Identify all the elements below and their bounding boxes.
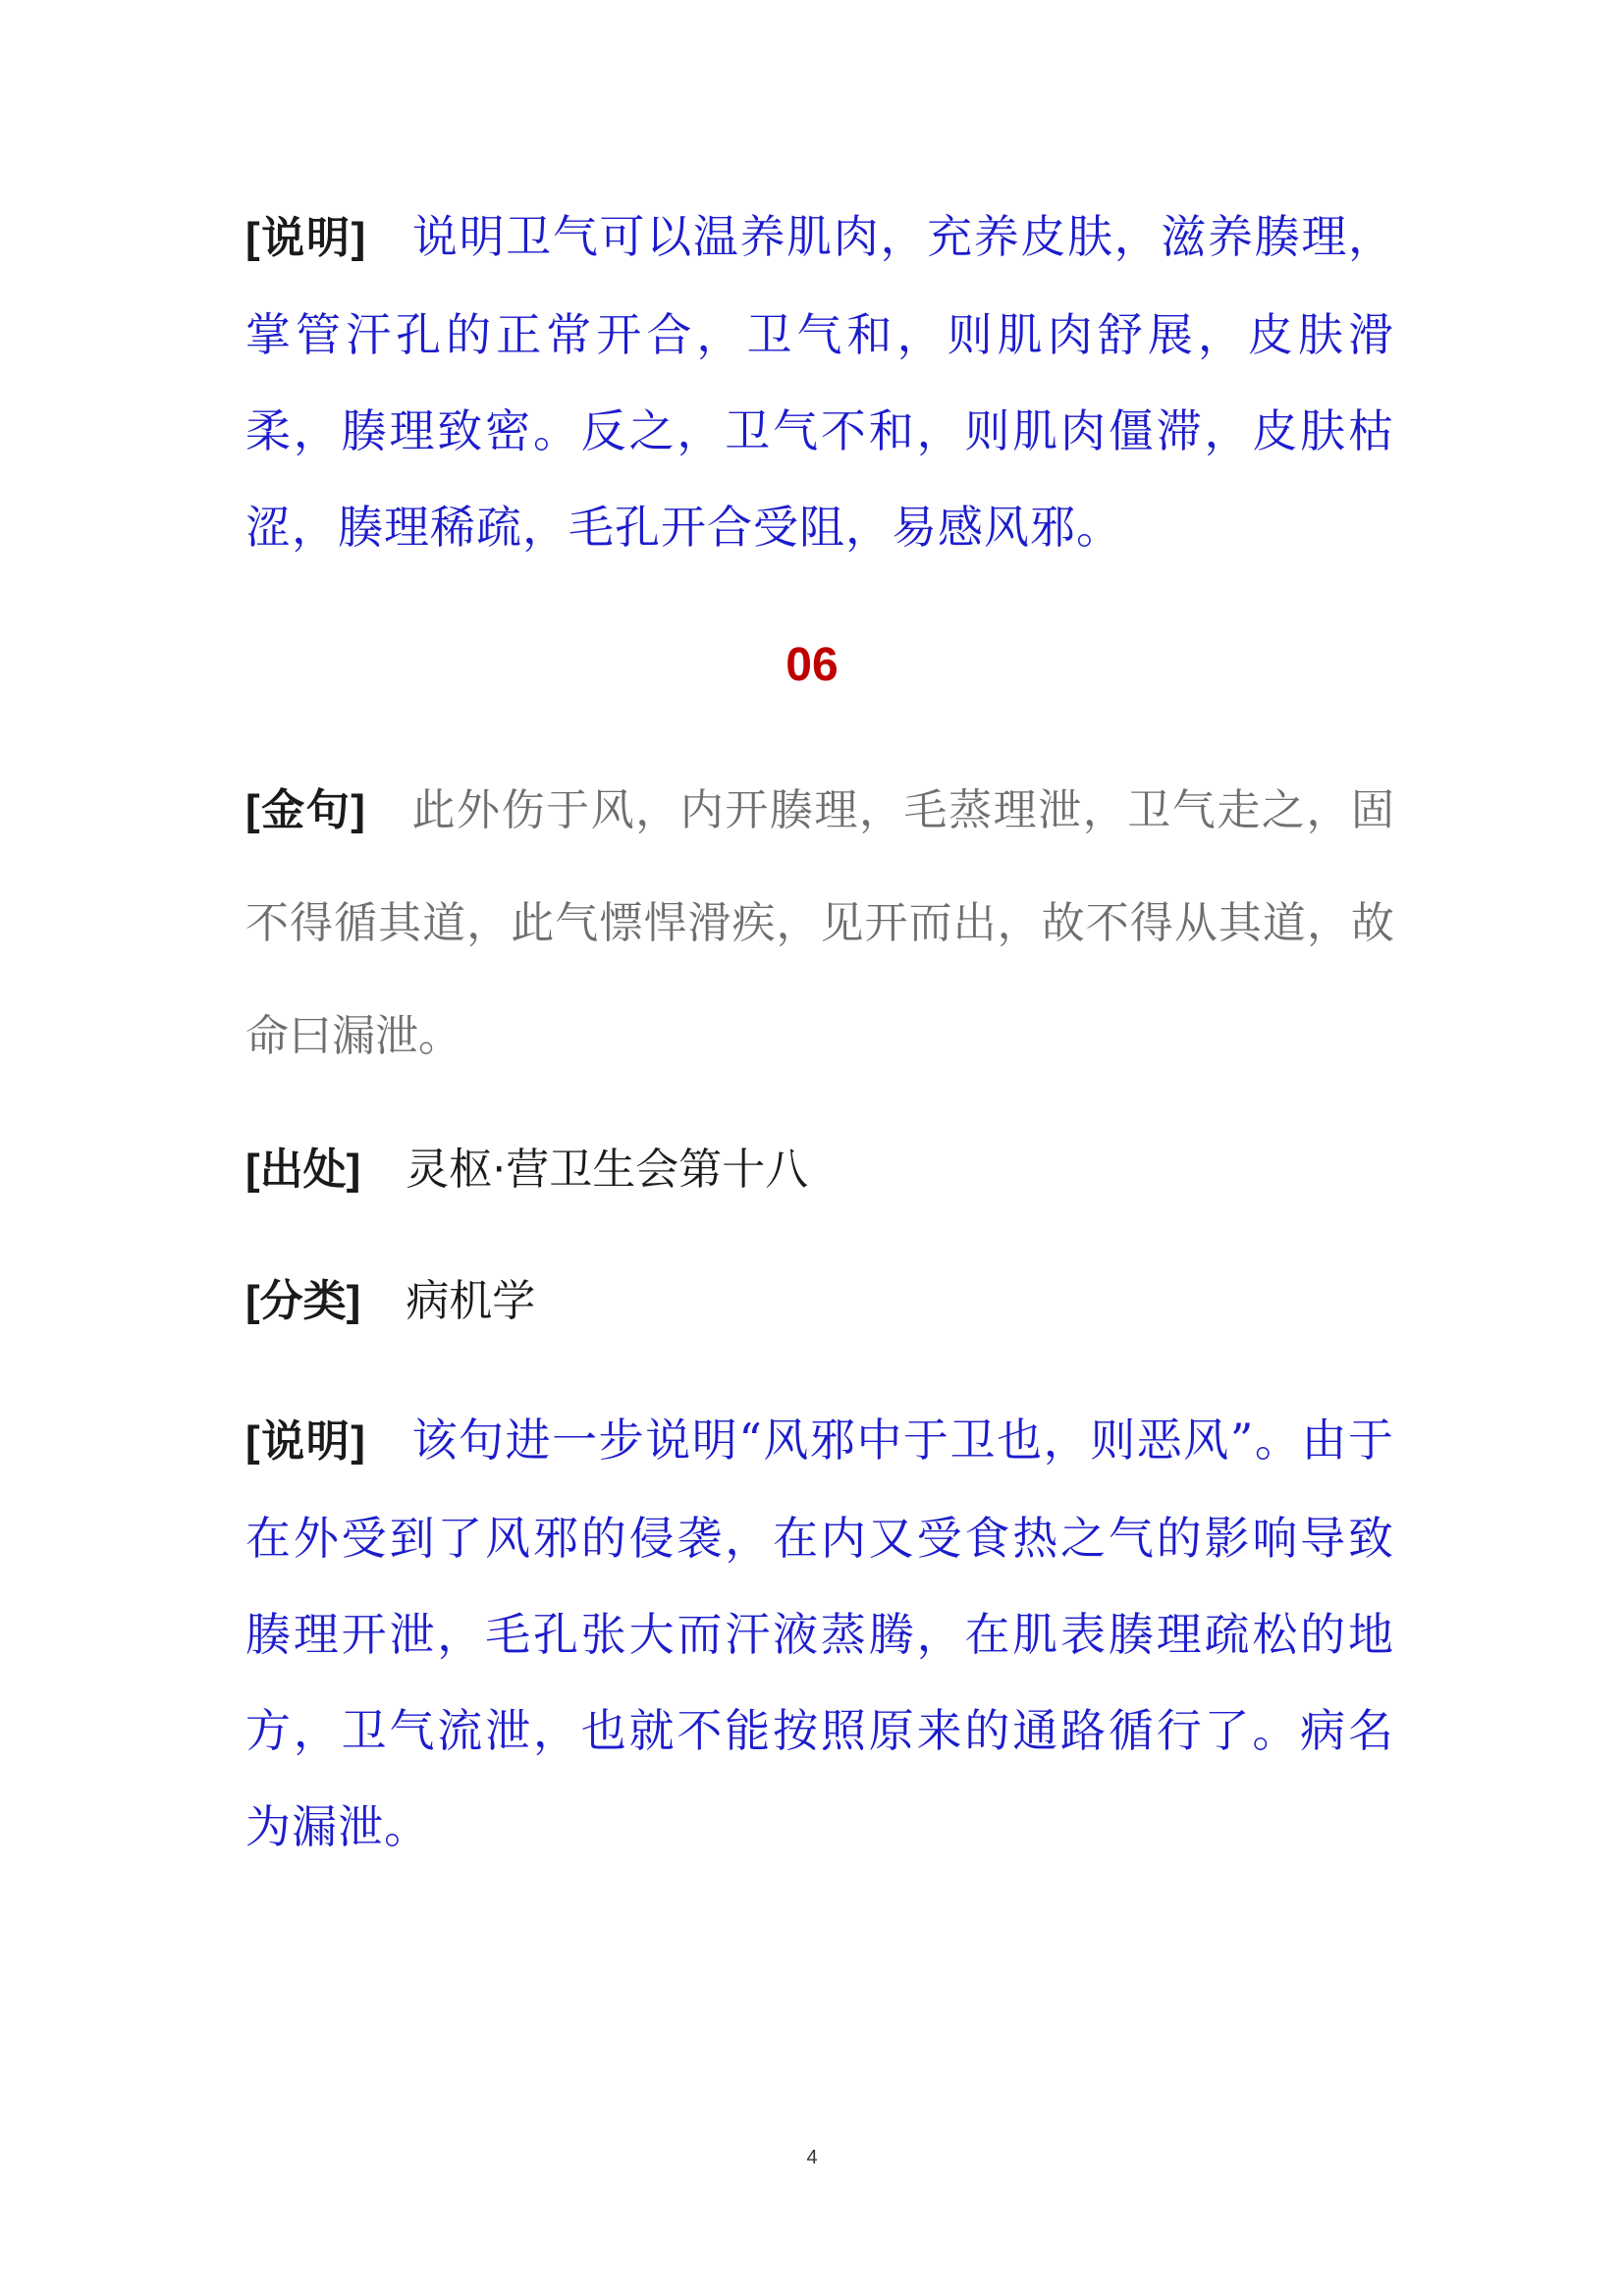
category-text: 病机学	[406, 1276, 536, 1326]
quote-block	[245, 754, 1394, 1093]
source-label: [出处]	[245, 1146, 361, 1194]
explanation-text: 该句进一步说明“风邪中于卫也，则恶风”。由于在外受到了风邪的侵袭，在内又受食热之气的影响导致腠理开泄，毛孔张大而汗液蒸腾，在肌表腠理疏松的地方，卫气流泄，也就不能按照原来的通路循行了。病名为漏泄。	[245, 1414, 1394, 1853]
explanation-label: [说明]	[245, 1417, 366, 1466]
explanation-label: [说明]	[245, 214, 367, 262]
source-text: 灵枢·营卫生会第十八	[406, 1145, 809, 1195]
category-line	[245, 1272, 1394, 1331]
source-line	[245, 1141, 1394, 1200]
page-number: 4	[806, 2147, 818, 2168]
quote-text: 此外伤于风，内开腠理，毛蒸理泄，卫气走之，固不得循其道，此气慓悍滑疾，见开而出，故不得从其道，故命曰漏泄。	[245, 785, 1394, 1061]
explanation-text: 说明卫气可以温养肌肉，充养皮肤，滋养腠理，掌管汗孔的正常开合，卫气和，则肌肉舒展，皮肤滑柔，腠理致密。反之，卫气不和，则肌肉僵滞，皮肤枯涩，腠理稀疏，毛孔开合受阻，易感风邪。	[245, 210, 1394, 554]
quote-label: [金句]	[245, 786, 365, 834]
explanation-block-1	[245, 188, 1394, 575]
explanation-block-2	[245, 1392, 1394, 1875]
category-label: [分类]	[245, 1277, 361, 1325]
section-number: 06	[785, 639, 839, 691]
